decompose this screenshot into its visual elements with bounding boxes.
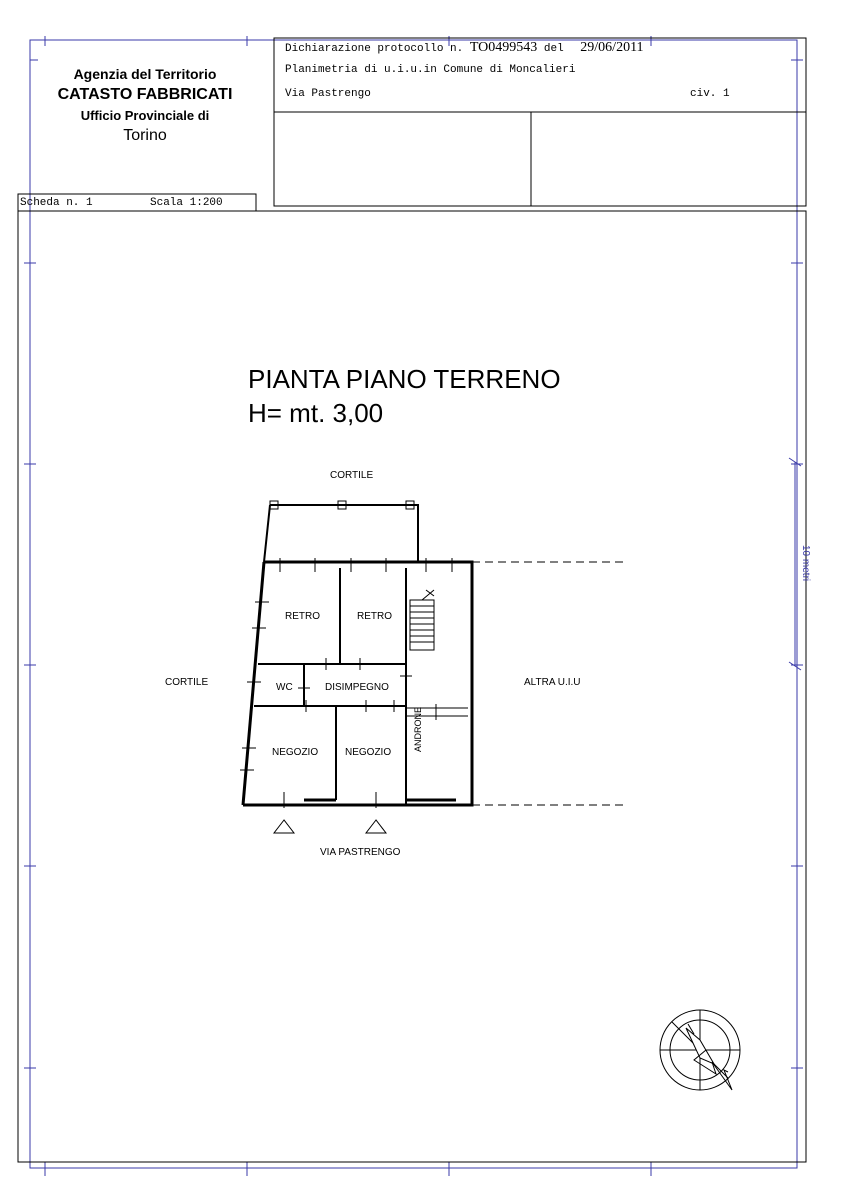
scale-label: Scala 1: — [150, 197, 203, 209]
office-city: Torino — [123, 127, 167, 144]
scale-bar — [789, 458, 801, 670]
sheet-number: Scheda n. 1 — [20, 197, 93, 209]
declaration-date: 29/06/2011 — [580, 40, 644, 55]
scale-value: 200 — [202, 197, 223, 209]
label-other-unit: ALTRA U.I.U — [524, 677, 581, 688]
compass-rose-icon — [660, 1010, 740, 1090]
plan-height: H= mt. 3,00 — [248, 398, 384, 428]
label-courtyard-top: CORTILE — [330, 470, 374, 481]
street-line: Via Pastrengo — [285, 88, 371, 100]
protocol-number: TO0499543 — [469, 40, 538, 55]
staircase — [410, 590, 434, 650]
room-label-retro-1: RETRO — [285, 611, 320, 622]
scale-bar-label: 10 metri — [800, 545, 811, 582]
plan-line: Planimetria di u.i.u.in Comune di Moncalieri — [285, 64, 576, 76]
room-label-shop-2: NEGOZIO — [345, 747, 392, 758]
plan-title-block — [248, 362, 561, 430]
entrance-arrow-icon — [274, 820, 386, 833]
scale-info — [150, 197, 223, 209]
room-label-entrance: ANDRONE — [413, 706, 423, 752]
room-label-hallway: DISIMPEGNO — [325, 682, 389, 693]
date-label: del — [543, 43, 564, 55]
civic-number: civ. 1 — [690, 88, 730, 100]
label-courtyard-left: CORTILE — [165, 677, 209, 688]
room-label-shop-1: NEGOZIO — [272, 747, 319, 758]
office-name: Ufficio Provinciale di — [80, 108, 210, 123]
office-block — [30, 60, 260, 145]
room-label-wc: WC — [276, 682, 293, 693]
room-label-retro-2: RETRO — [357, 611, 392, 622]
agency-name: Agenzia del Territorio — [73, 66, 217, 82]
declaration-label: Dichiarazione protocollo n. — [285, 43, 464, 55]
floor-plan — [240, 501, 625, 808]
label-street: VIA PASTRENGO — [320, 847, 401, 858]
plan-title: PIANTA PIANO TERRENO — [248, 364, 561, 394]
registry-name: CATASTO FABBRICATI — [57, 86, 233, 103]
declaration-line — [285, 40, 644, 56]
